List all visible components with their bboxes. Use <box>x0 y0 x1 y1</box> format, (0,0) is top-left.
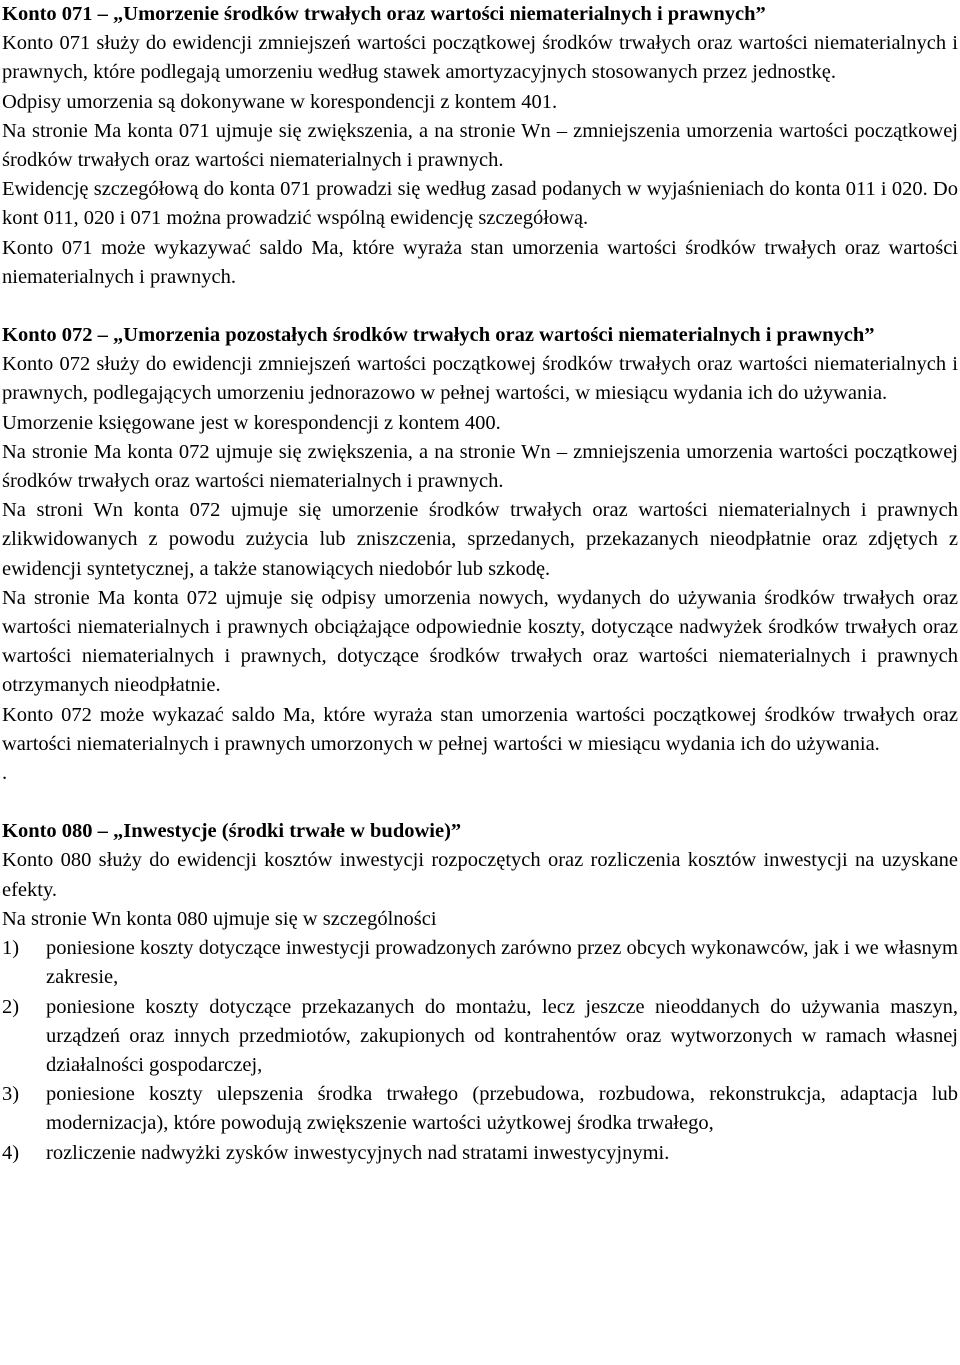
list-item-number: 3) <box>2 1083 20 1106</box>
paragraph: Konto 080 służy do ewidencji kosztów inwestycji rozpoczętych oraz rozliczenia kosztów inwestycji na uzyskane efekty. <box>2 849 958 901</box>
paragraph: Na stronie Ma konta 072 ujmuje się odpisy umorzenia nowych, wydanych do używania środków trwałych oraz wartości niematerialnych i prawnych obciążające odpowiednie koszty, dotyczące nadwyżek środków trwałych oraz wartości niematerialnych i prawnych, dotyczące środków trwałych oraz wartości niematerialnych i prawnych otrzymanych nieodpłatnie. <box>2 586 958 697</box>
numbered-list <box>2 934 958 1168</box>
section-heading: Konto 072 – „Umorzenia pozostałych środków trwałych oraz wartości niematerialnych i prawnych” <box>2 324 875 347</box>
paragraph: Konto 071 może wykazywać saldo Ma, które wyraża stan umorzenia wartości środków trwałych oraz wartości niematerialnych i prawnych. <box>2 236 958 288</box>
list-item-number: 4) <box>2 1141 20 1164</box>
list-item-number: 1) <box>2 937 20 960</box>
section-spacer <box>2 292 958 321</box>
paragraph: . <box>2 762 8 785</box>
list-item-text: poniesione koszty dotyczące przekazanych do montażu, lecz jeszcze nieoddanych do używania maszyn, urządzeń oraz innych przedmiotów, zakupionych od kontrahentów oraz wytworzonych w ramach własnej działalności gospodarczej, <box>46 995 958 1076</box>
list-item <box>2 993 958 1081</box>
paragraph: Na stroni Wn konta 072 ujmuje się umorzenie środków trwałych oraz wartości niematerialnych i prawnych zlikwidowanych z powodu zużycia lub zniszczenia, sprzedanych, przekazanych nieodpłatnie oraz zdjętych z ewidencji syntetycznej, a także stanowiących niedobór lub szkodę. <box>2 499 958 580</box>
section-spacer <box>2 788 958 817</box>
list-item-text: rozliczenie nadwyżki zysków inwestycyjnych nad stratami inwestycyjnymi. <box>46 1141 670 1164</box>
list-item-text: poniesione koszty ulepszenia środka trwałego (przebudowa, rozbudowa, rekonstrukcja, adaptacja lub modernizacja), które powodują zwiększenie wartości użytkowej środka trwałego, <box>46 1083 958 1135</box>
section-heading: Konto 080 – „Inwestycje (środki trwałe w budowie)” <box>2 820 462 843</box>
paragraph: Na stronie Ma konta 072 ujmuje się zwiększenia, a na stronie Wn – zmniejszenia umorzenia wartości początkowej środków trwałych oraz wartości niematerialnych i prawnych. <box>2 440 958 493</box>
section-heading: Konto 071 – „Umorzenie środków trwałych oraz wartości niematerialnych i prawnych” <box>2 3 766 25</box>
section-konto-080 <box>2 817 958 1167</box>
list-item-number: 2) <box>2 995 20 1018</box>
paragraph: Na stronie Wn konta 080 ujmuje się w szczególności <box>2 907 437 930</box>
paragraph: Konto 072 służy do ewidencji zmniejszeń wartości początkowej środków trwałych oraz wartości niematerialnych i prawnych, podlegających umorzeniu jednorazowo w pełnej wartości, w miesiącu wydania ich do używania. <box>2 353 958 405</box>
section-konto-072 <box>2 321 958 788</box>
list-item-text: poniesione koszty dotyczące inwestycji prowadzonych zarówno przez obcych wykonawców, jak i we własnym zakresie, <box>46 937 958 989</box>
paragraph: Na stronie Ma konta 071 ujmuje się zwiększenia, a na stronie Wn – zmniejszenia umorzenia wartości początkowej środków trwałych oraz wartości niematerialnych i prawnych. <box>2 119 958 172</box>
paragraph: Konto 072 może wykazać saldo Ma, które wyraża stan umorzenia wartości początkowej środków trwałych oraz wartości niematerialnych i prawnych umorzonych w pełnej wartości w miesiącu wydania ich do używania. <box>2 703 958 755</box>
paragraph: Odpisy umorzenia są dokonywane w korespondencji z kontem 401. <box>2 90 558 113</box>
paragraph: Konto 071 służy do ewidencji zmniejszeń wartości początkowej środków trwałych oraz wartości niematerialnych i prawnych, które podlegają umorzeniu według stawek amortyzacyjnych stosowanych przez jednostkę. <box>2 32 958 84</box>
paragraph: Umorzenie księgowane jest w korespondencji z kontem 400. <box>2 411 501 434</box>
paragraph: Ewidencję szczegółową do konta 071 prowadzi się według zasad podanych w wyjaśnieniach do konta 011 i 020. Do kont 011, 020 i 071 można prowadzić wspólną ewidencję szczegółową. <box>2 178 958 230</box>
list-item <box>2 934 958 992</box>
section-konto-071 <box>2 0 958 292</box>
list-item <box>2 1080 958 1138</box>
list-item <box>2 1139 958 1168</box>
